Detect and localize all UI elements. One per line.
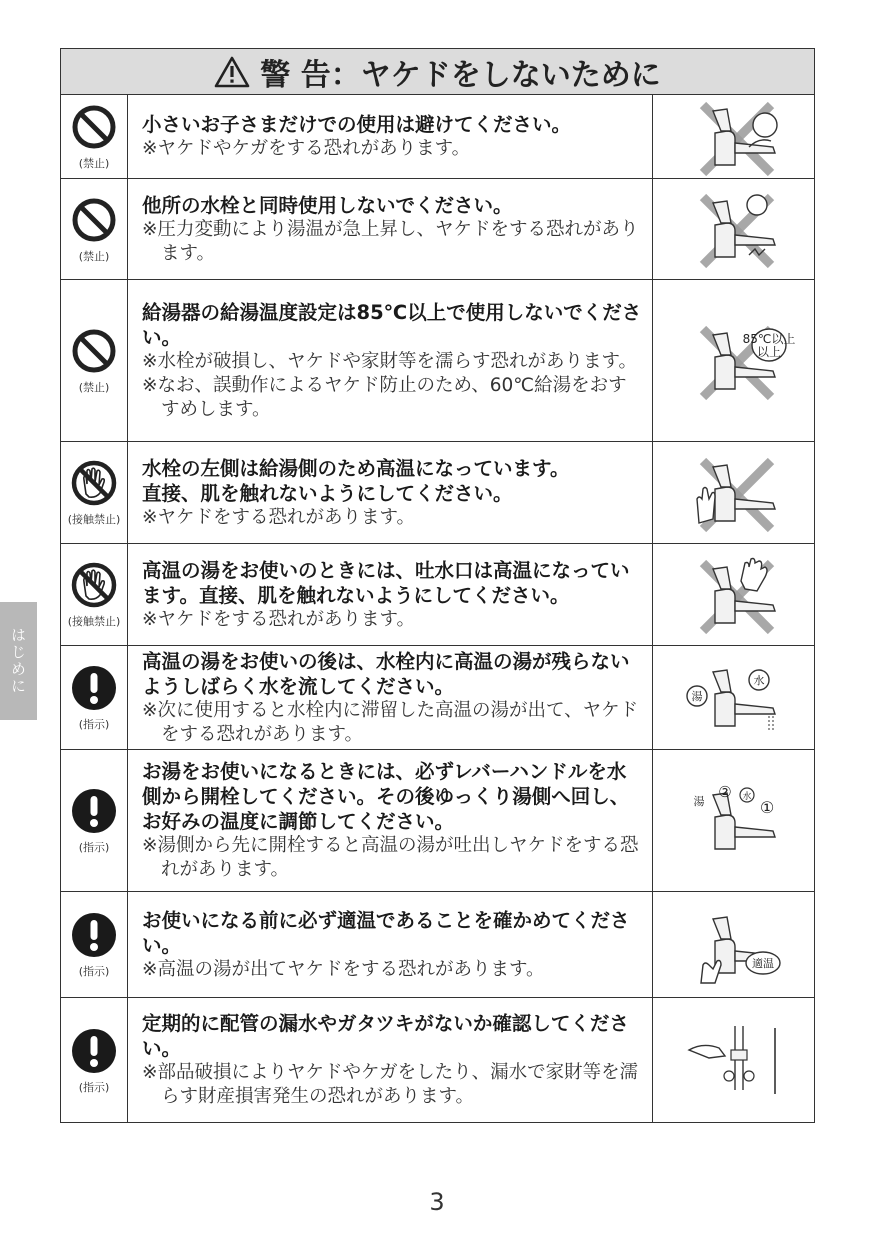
- symbol-caption: (指示): [78, 718, 110, 731]
- warning-row: [61, 179, 814, 280]
- warning-triangle-icon: [214, 55, 250, 89]
- symbol-caption: (指示): [78, 841, 110, 854]
- warning-statement: お湯をお使いになるときには、必ずレバーハンドルを水側から開栓してください。その後ゆっくり湯側へ回し、お好みの温度に調節してください。: [142, 760, 630, 833]
- symbol-caption: (禁止): [78, 249, 110, 263]
- svg-text:適温: 適温: [751, 956, 774, 970]
- symbol-caption: (指示): [78, 965, 110, 978]
- warning-note: ※ヤケドやケガをする恐れがあります。: [142, 138, 471, 159]
- lever-order-illustration: [679, 781, 789, 861]
- warning-statement: お使いになる前に必ず適温であることを確かめてください。: [142, 908, 630, 957]
- warning-note: ※圧力変動により湯温が急上昇し、ヤケドをする恐れがあります。: [142, 218, 639, 264]
- warning-symbol-cell: [61, 998, 128, 1122]
- no-touch-hand-icon: [69, 458, 119, 508]
- svg-text:以上: 以上: [756, 344, 781, 359]
- mandatory-instruction-icon: [69, 663, 119, 713]
- prohibition-icon: [69, 102, 119, 152]
- svg-text:湯: 湯: [691, 689, 702, 703]
- symbol-caption: (接触禁止): [67, 513, 121, 526]
- warning-symbol-cell: [61, 280, 128, 441]
- warning-note: ※湯側から先に開栓すると高温の湯が吐出しヤケドをする恐れがあります。: [142, 835, 639, 880]
- svg-text:②: ②: [717, 782, 732, 801]
- warning-note: ※水栓が破損し、ヤケドや家財等を濡らす恐れがあります。: [142, 350, 638, 372]
- warning-row: [61, 750, 814, 892]
- warning-note: ※高温の湯が出てヤケドをする恐れがあります。: [142, 958, 545, 980]
- warning-illustration-cell: [653, 442, 814, 543]
- hot-85-faucet-illustration: [679, 321, 795, 401]
- warning-row: [61, 95, 814, 179]
- mandatory-instruction-icon: [69, 786, 119, 836]
- svg-text:水: 水: [753, 673, 764, 687]
- warning-note: ※ヤケドをする恐れがあります。: [142, 608, 416, 630]
- warning-text-cell: [128, 442, 653, 543]
- hand-left-side-illustration: [679, 453, 789, 533]
- warning-note: ※なお、誤動作によるヤケド防止のため、60℃給湯をおすすめします。: [142, 374, 627, 420]
- mandatory-instruction-icon: [69, 1026, 119, 1076]
- symbol-caption: (禁止): [78, 157, 110, 170]
- warning-statement: 水栓の左側は給湯側のため高温になっています。: [142, 456, 570, 480]
- warning-symbol-cell: [61, 95, 128, 178]
- mandatory-instruction-icon: [69, 910, 119, 960]
- warning-text-cell: [128, 750, 653, 891]
- hot-water-lever-illustration: [679, 658, 789, 738]
- child-faucet-illustration: [679, 97, 789, 177]
- prohibition-icon: [69, 195, 119, 245]
- warning-text-cell: [128, 646, 653, 749]
- warning-statement: 給湯器の給湯温度設定は85℃以上で使用しないでください。: [142, 300, 642, 349]
- warning-text-cell: [128, 179, 653, 279]
- warning-symbol-cell: [61, 179, 128, 279]
- warning-title: 警 告：ヤケドをしないために: [260, 57, 661, 93]
- symbol-caption: (禁止): [78, 381, 110, 394]
- check-temp-illustration: [679, 905, 789, 985]
- warning-illustration-cell: [653, 280, 814, 441]
- warning-symbol-cell: [61, 442, 128, 543]
- warning-symbol-cell: [61, 750, 128, 891]
- warning-text-cell: [128, 892, 653, 997]
- warning-note: ※次に使用すると水栓内に滞留した高温の湯が出て、ヤケドをする恐れがあります。: [142, 699, 639, 745]
- warning-text-cell: [128, 280, 653, 441]
- warning-text-cell: [128, 95, 653, 178]
- page-number: 3: [429, 1188, 445, 1216]
- warning-statement: 高温の湯をお使いのときには、吐水口は高温になっています。直接、肌を触れないようにしてください。: [142, 558, 630, 607]
- warning-illustration-cell: [653, 95, 814, 178]
- warning-symbol-cell: [61, 646, 128, 749]
- warning-symbol-cell: [61, 544, 128, 645]
- warning-illustration-cell: [653, 179, 814, 279]
- warning-illustration-cell: [653, 646, 814, 749]
- warning-illustration-cell: [653, 544, 814, 645]
- svg-text:湯: 湯: [693, 794, 704, 808]
- svg-text:水: 水: [741, 791, 752, 802]
- warning-statement: 高温の湯をお使いの後は、水栓内に高温の湯が残らないようしばらく水を流してください。: [142, 649, 630, 698]
- warning-illustration-cell: [653, 750, 814, 891]
- warning-text-cell: [128, 998, 653, 1122]
- warning-row: [61, 998, 814, 1122]
- hand-spout-illustration: [679, 555, 789, 635]
- warning-statement: 直接、肌を触れないようにしてください。: [142, 481, 513, 505]
- warning-header: [61, 49, 814, 95]
- warning-illustration-cell: [653, 998, 814, 1122]
- symbol-caption: (指示): [78, 1080, 110, 1094]
- shower-faucet-illustration: [679, 189, 789, 269]
- warning-row: [61, 442, 814, 544]
- warning-row: [61, 544, 814, 646]
- prohibition-icon: [69, 326, 119, 376]
- warning-row: [61, 892, 814, 998]
- warning-statement: 定期的に配管の漏水やガタツキがないか確認してください。: [142, 1012, 629, 1060]
- temp-badge-85: 85℃以上: [742, 331, 795, 346]
- warning-row: [61, 646, 814, 750]
- symbol-caption: (接触禁止): [67, 615, 121, 628]
- warning-note: ※ヤケドをする恐れがあります。: [142, 506, 416, 528]
- section-tab: はじめに: [0, 602, 37, 720]
- warning-illustration-cell: [653, 892, 814, 997]
- warning-table: [60, 48, 815, 1123]
- warning-note: ※部品破損によりヤケドやケガをしたり、漏水で家財等を濡らす財産損害発生の恐れがあります。: [142, 1062, 639, 1107]
- warning-statement: 他所の水栓と同時使用しないでください。: [142, 193, 513, 217]
- warning-row: [61, 280, 814, 442]
- warning-symbol-cell: [61, 892, 128, 997]
- svg-text:①: ①: [759, 797, 774, 817]
- warning-text-cell: [128, 544, 653, 645]
- pipe-check-illustration: [679, 1020, 789, 1100]
- no-touch-hand-icon: [69, 560, 119, 610]
- warning-statement: 小さいお子さまだけでの使用は避けてください。: [142, 113, 572, 136]
